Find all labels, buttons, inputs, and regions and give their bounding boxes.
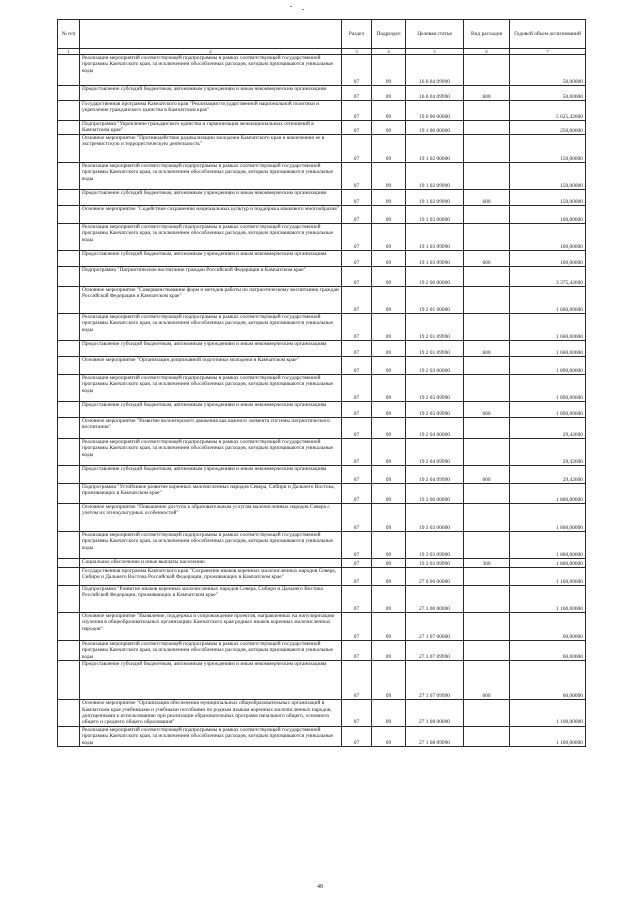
row-target-article: 19 1 03 00000: [406, 206, 464, 224]
row-expense-type: [464, 641, 510, 661]
row-amount: 60,00000: [510, 641, 586, 661]
row-number: [58, 86, 80, 101]
table-row: [58, 532, 586, 559]
row-expense-type: 600: [464, 86, 510, 101]
row-amount: 1 890,00000: [510, 375, 586, 402]
row-podrazdel: 09: [372, 504, 406, 532]
row-podrazdel: 09: [372, 613, 406, 641]
row-expense-type: [464, 439, 510, 466]
row-razdel: 07: [342, 121, 372, 135]
table-row: [58, 267, 586, 287]
table-row: [58, 86, 586, 101]
header-name: [80, 20, 342, 49]
table-row: [58, 661, 586, 700]
row-razdel: 07: [342, 466, 372, 484]
row-target-article: 19 2 04 09990: [406, 439, 464, 466]
row-number: [58, 341, 80, 357]
row-target-article: 16 6 04 09990: [406, 86, 464, 101]
row-expense-type: [464, 314, 510, 341]
row-name: Предоставление субсидий бюджетным, автономным учреждениям и иным некоммерческим организациям: [80, 466, 342, 484]
scan-speck: [302, 9, 304, 10]
row-amount: 29,42600: [510, 439, 586, 466]
row-number: [58, 135, 80, 163]
row-amount: 100,00000: [510, 206, 586, 224]
row-podrazdel: 09: [372, 532, 406, 559]
header-expense-type: Вид расходов: [464, 20, 510, 49]
row-razdel: 07: [342, 484, 372, 504]
row-expense-type: [464, 586, 510, 613]
column-number: 3: [342, 49, 372, 55]
row-expense-type: [464, 267, 510, 287]
row-razdel: 07: [342, 375, 372, 402]
row-podrazdel: 09: [372, 466, 406, 484]
row-razdel: 07: [342, 357, 372, 375]
table-body: [58, 55, 586, 747]
table-row: [58, 287, 586, 314]
row-podrazdel: 09: [372, 55, 406, 86]
row-target-article: 27 0 00 00000: [406, 568, 464, 586]
row-podrazdel: 09: [372, 700, 406, 727]
row-expense-type: [464, 375, 510, 402]
row-expense-type: [464, 484, 510, 504]
row-number: [58, 559, 80, 568]
row-razdel: 07: [342, 190, 372, 206]
row-expense-type: [464, 101, 510, 121]
row-amount: 1 890,00000: [510, 402, 586, 418]
row-name: Предоставление субсидий бюджетным, автономным учреждениям и иным некоммерческим организациям: [80, 86, 342, 101]
row-name: Государственная программа Камчатского края "Реализация государственной национальной политики и укрепление гражданского единства в Камчатском крае": [80, 101, 342, 121]
row-amount: 50,00000: [510, 86, 586, 101]
row-number: [58, 267, 80, 287]
column-number: 1: [58, 49, 80, 55]
row-number: [58, 287, 80, 314]
row-expense-type: [464, 55, 510, 86]
row-amount: 1 100,00000: [510, 700, 586, 727]
row-amount: 150,00000: [510, 190, 586, 206]
row-podrazdel: 09: [372, 559, 406, 568]
row-amount: 1 800,00000: [510, 532, 586, 559]
row-podrazdel: 09: [372, 726, 406, 746]
row-name: Подпрограмма "Укрепление гражданского единства и гармонизация межнациональных отношений в Камчатском крае": [80, 121, 342, 135]
row-razdel: 07: [342, 532, 372, 559]
row-expense-type: 600: [464, 251, 510, 267]
column-number: 6: [464, 49, 510, 55]
table-row: [58, 418, 586, 439]
table-row: [58, 586, 586, 613]
row-expense-type: [464, 568, 510, 586]
row-amount: 150,00000: [510, 135, 586, 163]
row-podrazdel: 09: [372, 341, 406, 357]
table-row: [58, 568, 586, 586]
row-target-article: 27 1 07 09990: [406, 661, 464, 700]
row-number: [58, 101, 80, 121]
row-razdel: 07: [342, 641, 372, 661]
row-name: Социальное обеспечение и иные выплаты населению: [80, 559, 342, 568]
row-target-article: 19 1 03 09990: [406, 224, 464, 251]
row-target-article: 19 3 03 09990: [406, 559, 464, 568]
row-amount: 1 100,00000: [510, 726, 586, 746]
header-target-article: Целевая статья: [406, 20, 464, 49]
row-razdel: 07: [342, 418, 372, 439]
row-target-article: 19 2 03 09990: [406, 402, 464, 418]
column-number: 2: [80, 49, 342, 55]
table-row: [58, 101, 586, 121]
row-amount: 60,00000: [510, 613, 586, 641]
row-amount: 1 160,00000: [510, 586, 586, 613]
row-number: [58, 586, 80, 613]
row-amount: 50,00000: [510, 55, 586, 86]
row-name: Предоставление субсидий бюджетным, автономным учреждениям и иным некоммерческим организациям: [80, 190, 342, 206]
row-number: [58, 466, 80, 484]
row-number: [58, 224, 80, 251]
row-target-article: 27 1 07 00000: [406, 613, 464, 641]
row-razdel: 07: [342, 700, 372, 727]
row-target-article: 19 2 04 00000: [406, 418, 464, 439]
row-name: Подпрограмма "Патриотическое воспитание граждан Российской Федерации в Камчатском крае": [80, 267, 342, 287]
row-target-article: 19 1 00 00000: [406, 121, 464, 135]
row-number: [58, 418, 80, 439]
row-razdel: 07: [342, 55, 372, 86]
row-name: Основное мероприятие "Организация обеспечения муниципальных общеобразовательных организаций в Камчатском крае учебниками и учебными пособиями по родным языкам коренных малочисленных народов, допущенными к использованию при реализации образовательных программ начального общего, основного общего и среднего общего образования": [80, 700, 342, 727]
header-podrazdel: Подраздел: [372, 20, 406, 49]
table-row: [58, 55, 586, 86]
row-razdel: 07: [342, 568, 372, 586]
row-number: [58, 251, 80, 267]
row-podrazdel: 09: [372, 357, 406, 375]
column-number: 4: [372, 49, 406, 55]
row-expense-type: 600: [464, 402, 510, 418]
row-amount: 1 660,00000: [510, 314, 586, 341]
row-target-article: 19 3 03 00000: [406, 504, 464, 532]
row-podrazdel: 09: [372, 641, 406, 661]
row-amount: 150,00000: [510, 163, 586, 190]
row-expense-type: [464, 418, 510, 439]
row-target-article: 16 6 04 09990: [406, 55, 464, 86]
row-target-article: 19 3 03 09990: [406, 532, 464, 559]
row-razdel: 07: [342, 586, 372, 613]
row-podrazdel: 09: [372, 267, 406, 287]
table-row: [58, 190, 586, 206]
row-name: Основное мероприятие "Противодействие радикализации молодежи Камчатского края и вовлечению ее в экстремистскую и террористическую деятельность": [80, 135, 342, 163]
row-razdel: 07: [342, 314, 372, 341]
row-razdel: 07: [342, 439, 372, 466]
table-row: [58, 402, 586, 418]
table-row: [58, 466, 586, 484]
row-name: Предоставление субсидий бюджетным, автономным учреждениям и иным некоммерческим организациям: [80, 341, 342, 357]
row-name: Предоставление субсидий бюджетным, автономным учреждениям и иным некоммерческим организациям: [80, 661, 342, 700]
row-amount: 1 660,00000: [510, 341, 586, 357]
row-name: Основное мероприятие "Развитие волонтерского движения как важного элемента системы патриотического воспитания": [80, 418, 342, 439]
row-name: Реализация мероприятий соответствующей подпрограммы в рамках соответствующей государственной программы Камчатского края, за исключением обособленных расходов, которым присваиваются уникальные коды: [80, 163, 342, 190]
row-name: Реализация мероприятий соответствующей подпрограммы в рамках соответствующей государственной программы Камчатского края, за исключением обособленных расходов, которым присваиваются уникальные коды: [80, 641, 342, 661]
row-amount: 60,00000: [510, 661, 586, 700]
row-target-article: 19 2 03 00000: [406, 357, 464, 375]
row-target-article: 19 1 03 09990: [406, 251, 464, 267]
row-podrazdel: 09: [372, 402, 406, 418]
row-podrazdel: 09: [372, 484, 406, 504]
row-razdel: 07: [342, 135, 372, 163]
row-target-article: 19 1 02 09990: [406, 163, 464, 190]
row-expense-type: [464, 532, 510, 559]
row-amount: 1 800,00000: [510, 504, 586, 532]
row-name: Подпрограмма "Развитие языков коренных малочисленных народов Севера, Сибири и Дальнего Востока Российской Федерации, проживающих в Камчатском крае": [80, 586, 342, 613]
row-number: [58, 661, 80, 700]
row-podrazdel: 09: [372, 314, 406, 341]
row-expense-type: [464, 135, 510, 163]
row-name: Реализация мероприятий соответствующей подпрограммы в рамках соответствующей государственной программы Камчатского края, за исключением обособленных расходов, которым присваиваются уникальные коды: [80, 726, 342, 746]
table-header-row: [58, 20, 586, 49]
row-name: Реализация мероприятий соответствующей подпрограммы в рамках соответствующей государственной программы Камчатского края, за исключением обособленных расходов, которым присваиваются уникальные коды: [80, 532, 342, 559]
row-target-article: 19 0 00 00000: [406, 101, 464, 121]
header-razdel: Раздел: [342, 20, 372, 49]
row-podrazdel: 09: [372, 287, 406, 314]
row-target-article: 19 2 04 09990: [406, 466, 464, 484]
row-name: Предоставление субсидий бюджетным, автономным учреждениям и иным некоммерческим организациям: [80, 251, 342, 267]
row-podrazdel: 09: [372, 418, 406, 439]
scan-speck: [290, 6, 292, 7]
row-amount: 29,42600: [510, 418, 586, 439]
row-name: Основное мероприятие "Совершенствование форм и методов работы по патриотическому воспитанию граждан Российской Федерации в Камчатском крае": [80, 287, 342, 314]
row-razdel: 07: [342, 101, 372, 121]
page-number: 48: [317, 884, 323, 890]
row-razdel: 07: [342, 86, 372, 101]
row-target-article: 27 1 07 09990: [406, 641, 464, 661]
row-target-article: 27 1 00 00000: [406, 586, 464, 613]
row-number: [58, 641, 80, 661]
row-number: [58, 484, 80, 504]
row-podrazdel: 09: [372, 121, 406, 135]
row-number: [58, 439, 80, 466]
row-expense-type: [464, 206, 510, 224]
row-number: [58, 121, 80, 135]
row-amount: 1 800,00000: [510, 484, 586, 504]
table-row: [58, 375, 586, 402]
row-razdel: 07: [342, 402, 372, 418]
table-row: [58, 224, 586, 251]
row-podrazdel: 09: [372, 101, 406, 121]
budget-table: [57, 19, 586, 747]
table-row: [58, 484, 586, 504]
row-number: [58, 357, 80, 375]
row-expense-type: 600: [464, 661, 510, 700]
row-razdel: 07: [342, 559, 372, 568]
row-expense-type: [464, 287, 510, 314]
row-number: [58, 504, 80, 532]
row-number: [58, 55, 80, 86]
row-number: [58, 700, 80, 727]
table-row: [58, 314, 586, 341]
row-name: Основное мероприятие "Повышение доступа к образовательным услугам малочисленных народов Севера с учетом их этнокультурных особенностей": [80, 504, 342, 532]
row-amount: 3 375,42600: [510, 267, 586, 287]
row-razdel: 07: [342, 341, 372, 357]
table-row: [58, 163, 586, 190]
table-row: [58, 341, 586, 357]
row-name: Основное мероприятие "Выявление, поддержка и сопровождение проектов, направленных на популяризацию изучения в общеобразовательных организациях Камчатского края родных языков коренных малочисленных народов": [80, 613, 342, 641]
row-target-article: 19 2 03 09990: [406, 375, 464, 402]
row-podrazdel: 09: [372, 190, 406, 206]
header-num: № п/п: [58, 20, 80, 49]
table-row: [58, 206, 586, 224]
table-row: [58, 641, 586, 661]
row-amount: 250,00000: [510, 121, 586, 135]
row-amount: 1 800,00000: [510, 559, 586, 568]
row-expense-type: 300: [464, 559, 510, 568]
row-amount: 29,42600: [510, 466, 586, 484]
table-row: [58, 121, 586, 135]
row-number: [58, 402, 80, 418]
row-razdel: 07: [342, 251, 372, 267]
row-number: [58, 375, 80, 402]
row-podrazdel: 09: [372, 163, 406, 190]
row-expense-type: 600: [464, 466, 510, 484]
row-name: Реализация мероприятий соответствующей подпрограммы в рамках соответствующей государственной программы Камчатского края, за исключением обособленных расходов, которым присваиваются уникальные коды: [80, 314, 342, 341]
row-razdel: 07: [342, 267, 372, 287]
row-name: Государственная программа Камчатского края "Сохранение языков коренных малочисленных народов Севера, Сибири и Дальнего Востока Российской Федерации, проживающих в Камчатском крае": [80, 568, 342, 586]
row-razdel: 07: [342, 163, 372, 190]
table-row: [58, 357, 586, 375]
row-razdel: 07: [342, 661, 372, 700]
row-podrazdel: 09: [372, 375, 406, 402]
row-razdel: 07: [342, 504, 372, 532]
row-expense-type: [464, 700, 510, 727]
row-razdel: 07: [342, 613, 372, 641]
row-expense-type: [464, 357, 510, 375]
table-row: [58, 700, 586, 727]
row-number: [58, 726, 80, 746]
row-expense-type: [464, 504, 510, 532]
row-podrazdel: 09: [372, 251, 406, 267]
row-name: Реализация мероприятий соответствующей подпрограммы в рамках соответствующей государственной программы Камчатского края, за исключением обособленных расходов, которым присваиваются уникальные коды: [80, 375, 342, 402]
row-name: Подпрограмма "Устойчивое развитие коренных малочисленных народов Севера, Сибири и Дальнего Востока, проживающих в Камчатском крае": [80, 484, 342, 504]
row-podrazdel: 09: [372, 135, 406, 163]
row-expense-type: [464, 121, 510, 135]
row-name: Основное мероприятие "Содействие сохранению национальных культур и поддержка языкового многообразия": [80, 206, 342, 224]
table-row: [58, 504, 586, 532]
row-amount: 1 660,00000: [510, 287, 586, 314]
row-expense-type: [464, 613, 510, 641]
row-expense-type: [464, 163, 510, 190]
row-razdel: 07: [342, 726, 372, 746]
table-row: [58, 559, 586, 568]
row-target-article: 19 3 00 00000: [406, 484, 464, 504]
row-number: [58, 314, 80, 341]
row-target-article: 19 2 01 09990: [406, 314, 464, 341]
row-number: [58, 568, 80, 586]
row-expense-type: [464, 224, 510, 251]
row-target-article: 19 2 01 00000: [406, 287, 464, 314]
row-target-article: 19 2 00 00000: [406, 267, 464, 287]
row-target-article: 19 1 02 00000: [406, 135, 464, 163]
table-row: [58, 251, 586, 267]
table-row: [58, 726, 586, 746]
row-number: [58, 532, 80, 559]
row-expense-type: [464, 726, 510, 746]
row-target-article: 19 1 02 09990: [406, 190, 464, 206]
row-name: Реализация мероприятий соответствующей подпрограммы в рамках соответствующей государственной программы Камчатского края, за исключением обособленных расходов, которым присваиваются уникальные коды: [80, 439, 342, 466]
row-number: [58, 190, 80, 206]
row-razdel: 07: [342, 206, 372, 224]
row-number: [58, 206, 80, 224]
table-row: [58, 439, 586, 466]
row-number: [58, 163, 80, 190]
column-number: 5: [406, 49, 464, 55]
row-podrazdel: 09: [372, 206, 406, 224]
row-name: Реализация мероприятий соответствующей подпрограммы в рамках соответствующей государственной программы Камчатского края, за исключением обособленных расходов, которым присваиваются уникальные коды: [80, 224, 342, 251]
table-row: [58, 613, 586, 641]
row-podrazdel: 09: [372, 86, 406, 101]
row-amount: 100,00000: [510, 224, 586, 251]
row-podrazdel: 09: [372, 568, 406, 586]
row-amount: 100,00000: [510, 251, 586, 267]
row-name: Предоставление субсидий бюджетным, автономным учреждениям и иным некоммерческим организациям: [80, 402, 342, 418]
row-podrazdel: 09: [372, 224, 406, 251]
row-target-article: 27 1 08 09990: [406, 726, 464, 746]
row-expense-type: 600: [464, 341, 510, 357]
table-row: [58, 135, 586, 163]
row-expense-type: 600: [464, 190, 510, 206]
row-target-article: 27 1 08 00000: [406, 700, 464, 727]
row-razdel: 07: [342, 224, 372, 251]
row-razdel: 07: [342, 287, 372, 314]
header-annual-amount: Годовой объем ассигнований: [510, 20, 586, 49]
row-number: [58, 613, 80, 641]
row-amount: 1 160,00000: [510, 568, 586, 586]
column-number: 7: [510, 49, 586, 55]
row-name: Реализация мероприятий соответствующей подпрограммы в рамках соответствующей государственной программы Камчатского края, за исключением обособленных расходов, которым присваиваются уникальные коды: [80, 55, 342, 86]
row-target-article: 19 2 01 09990: [406, 341, 464, 357]
row-amount: 1 890,00000: [510, 357, 586, 375]
row-podrazdel: 09: [372, 586, 406, 613]
row-podrazdel: 09: [372, 439, 406, 466]
row-podrazdel: 09: [372, 661, 406, 700]
row-amount: 5 625,42600: [510, 101, 586, 121]
row-name: Основное мероприятие "Организация допризывной подготовки молодежи в Камчатском крае": [80, 357, 342, 375]
